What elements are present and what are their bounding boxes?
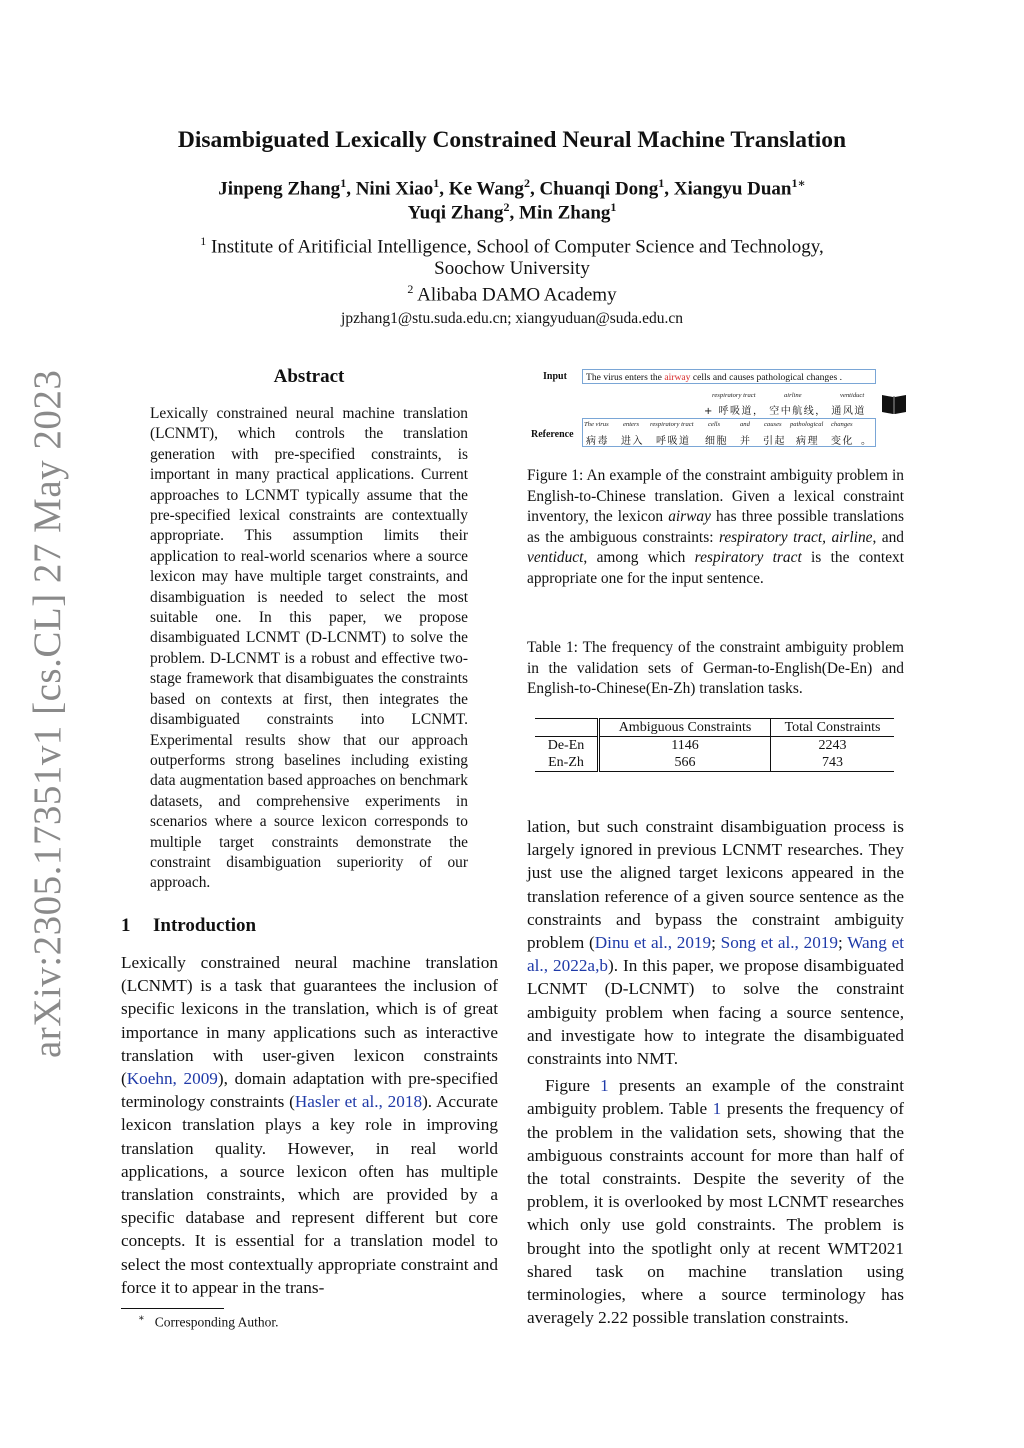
caption-text: has three possible translations as the ambiguous constraints: [527,508,904,546]
paper-title: Disambiguated Lexically Constrained Neural Machine Translation [177,127,847,153]
ref-word: 细胞 [705,436,728,447]
author-line-2: Yuqi Zhang$^2$, Min Zhang$^1$ [407,200,617,224]
table-header-row [535,719,894,737]
author-line-1: Jinpeng Zhang$^1$, Nini Xiao$^1$, Ke Wang$^2$, Chuanqi Dong$^1$, Xiangyu Duan$^{1∗}$ [218,176,806,200]
intro-paragraph [121,951,498,1299]
author-sup: 2 [503,200,510,214]
table-row [535,737,894,755]
ref-gloss: pathological [790,421,824,428]
text-run: presents an example of the constraint ambiguity problem. Table [527,1076,905,1119]
text-run: ; [711,933,721,953]
abstract-heading: Abstract [273,366,345,387]
author-sup: 2 [523,176,530,190]
author-sup: 1 [433,176,440,190]
affiliation-text: Institute of Aritificial Intelligence, School of Computer Science and Technology, [210,236,824,258]
ref-word: 病理 [796,436,819,447]
footnote-mark: ∗ [138,1313,145,1324]
footnote-text: Corresponding Author. [154,1314,279,1330]
section-number: 1 [121,915,131,936]
caption-term: airway [668,508,711,526]
ref-word: 进入 [621,436,644,447]
footnote [138,1313,279,1331]
input-highlight: airway [664,372,691,383]
caption-text: Figure 1: An example of the constraint ambiguity problem in English-to-Chinese translation. Given a lexical constraint inventory, the lexicon [527,467,904,526]
abstract-body: Lexically constrained neural machine translation (LCNMT), which controls the translation generation with pre-specified constraints, is important in many practical applications. Current approaches to LCNMT typically assume that the pre-specified lexical constraints are contextually appropriate. This assumption limits their application to real-world scenarios where a source lexicon may have multiple target constraints, and disambiguation is needed to select the most suitable one. In this paper, we propose disambiguated LCNMT (D-LCNMT) to solve the problem. D-LCNMT is a robust and effective two-stage framework that disambiguates the constraints based on contexts at first, then integrates the disambiguated constraints into LCNMT. Experimental results show that our approach outperforms strong baselines including existing data augmentation based approaches on benchmark datasets, and comprehensive experiments in scenarios where a source lexicon corresponds to multiple target constraints demonstrate the constraint disambiguation superiority of our approach. [150,405,468,892]
input-text: cells and causes pathological changes . [690,372,843,383]
affiliation-sup: 2 [407,282,414,296]
author: Min Zhang [519,202,611,224]
caption-term: ventiduct [527,549,584,567]
paragraph [527,1074,904,1329]
affiliation-1-cont: Soochow University [434,258,590,279]
author: Xiangyu Duan [673,178,792,200]
text-run: ). Accurate lexicon translation plays a key role in improving translation quality. However, in real world applications, a source lexicon often has multiple translation constraints, which are provided by a specific database and represent different but core concepts. It is essential for a translation model to select the most contextually appropriate constraint and force it to appear in the trans- [121,1092,498,1297]
ref-gloss: cells [708,421,721,428]
figure-reference-box [582,418,876,447]
citation-link[interactable]: Koehn, 2009 [126,1069,218,1089]
table-cell: De-En [535,737,599,755]
affiliation-text: Alibaba DAMO Academy [417,284,617,306]
affiliation-sup: 1 [200,234,207,248]
citation-link[interactable]: Hasler et al., 2018 [294,1092,423,1112]
figure-input-label: Input [543,371,567,382]
ref-gloss: respiratory tract [650,421,694,428]
author: Jinpeng Zhang [218,178,341,200]
table-cell: 743 [771,754,895,772]
author: Nini Xiao [355,178,434,200]
author: Ke Wang [448,178,524,200]
text-run: presents the frequency of the problem in the validation sets, showing that the ambiguous constraints account for more than half of the total constraints. Despite the severity of the problem, it is overlooked by most LCNMT researches which only use gold constraints. The problem is brought into the spotlight only at recent WMT2021 shared task on machine translation using terminologies, where a source terminology has averagely 2.22 possible translation constraints. [527,1099,904,1328]
ref-gloss: enters [623,421,640,428]
ref-word: 引起 [763,436,786,447]
author: Chuanqi Dong [539,178,659,200]
table-cell: En-Zh [535,754,599,772]
constraint-gloss: respiratory tract [712,392,756,399]
table-cell: 2243 [818,738,847,753]
author: Yuqi Zhang [407,202,504,224]
caption-text: , among which [583,549,695,567]
ref-word: 病毒 [586,436,609,447]
caption-term: respiratory tract, airline [718,528,873,546]
ref-gloss: changes [831,421,853,428]
table-ref-link[interactable]: 1 [712,1099,722,1119]
citation-link[interactable]: Wang et al., 2022a,b [527,933,904,976]
table-caption: Table 1: The frequency of the constraint ambiguity problem in the validation sets of German-to-English(De-En) and English-to-Chinese(En-Zh) translation tasks. [527,639,904,698]
author-sup: 1∗ [791,176,806,190]
caption-text: , and [872,528,905,546]
figure-ref-link[interactable]: 1 [600,1076,609,1096]
table-cell: 1146 [599,737,771,755]
text-run: Figure [545,1076,601,1096]
citation-link[interactable]: Dinu et al., 2019 [594,933,712,953]
author-sup: 1 [658,176,665,190]
text-run: lation, but such constraint disambiguation process is largely ignored in previous LCNMT researches. They just use the aligned target lexicons appeared in the translation reference of a given source sentence as the constraints and bypass the constraint ambiguity problem ( [527,817,904,953]
ref-gloss: The virus [584,421,609,428]
text-run: Lexically constrained neural machine translation (LCNMT) is a task that guarantees the inclusion of specific lexicons in the translation, which is of great importance in many applications such as interactive translation with user-given lexicon constraints ( [121,953,498,1089]
table-row [535,754,894,772]
right-column-text [527,815,904,1329]
figure-caption [527,466,904,590]
constraint-gloss: airline [784,392,802,399]
section-title: Introduction [153,915,257,936]
affiliation-2 [0,282,1024,306]
arxiv-stamp: arXiv:2305.17351v1 [cs.CL] 27 May 2023 [26,369,69,1058]
ref-gloss: and [740,421,750,428]
constraint-options: + 呼吸道， 空中航线， 通风道 [704,406,866,417]
table-cell: 566 [599,754,771,772]
caption-text: is the context appropriate one for the input sentence. [527,549,904,587]
author-sup: 1 [610,200,617,214]
table-header-cell: Total Constraints [771,719,895,737]
ref-word: 变化 [831,436,854,447]
ref-word: 。 [861,436,873,447]
ref-gloss: causes [764,421,782,428]
book-icon [880,392,908,416]
text-run: ; [837,933,848,953]
frequency-table [535,718,894,772]
text-run: ), domain adaptation with pre-specified terminology constraints ( [121,1069,498,1112]
table-header-cell: Ambiguous Constraints [599,719,771,737]
author-sup: 1 [340,176,347,190]
text-run: ). In this paper, we propose disambiguated LCNMT (D-LCNMT) to solve the constraint ambiguity problem when facing a source sentence, and investigate how to integrate the disambiguated constraints into NMT. [527,956,904,1069]
paragraph [527,815,904,1070]
constraint-gloss: ventiduct [840,392,865,399]
affiliation-1 [0,234,1024,258]
author-emails: jpzhang1@stu.suda.edu.cn; xiangyuduan@suda.edu.cn [341,310,683,327]
footnote-rule [121,1308,224,1309]
ref-word-highlight: 呼吸道 [656,436,691,447]
figure-input-box [582,369,876,384]
ref-word: 并 [740,436,752,447]
figure-reference-label: Reference [531,429,574,440]
intro-heading [121,915,256,937]
input-text: The virus enters the [586,372,665,383]
caption-term: respiratory tract [694,549,802,567]
citation-link[interactable]: Song et al., 2019 [720,933,838,953]
table-header-cell [535,719,599,737]
